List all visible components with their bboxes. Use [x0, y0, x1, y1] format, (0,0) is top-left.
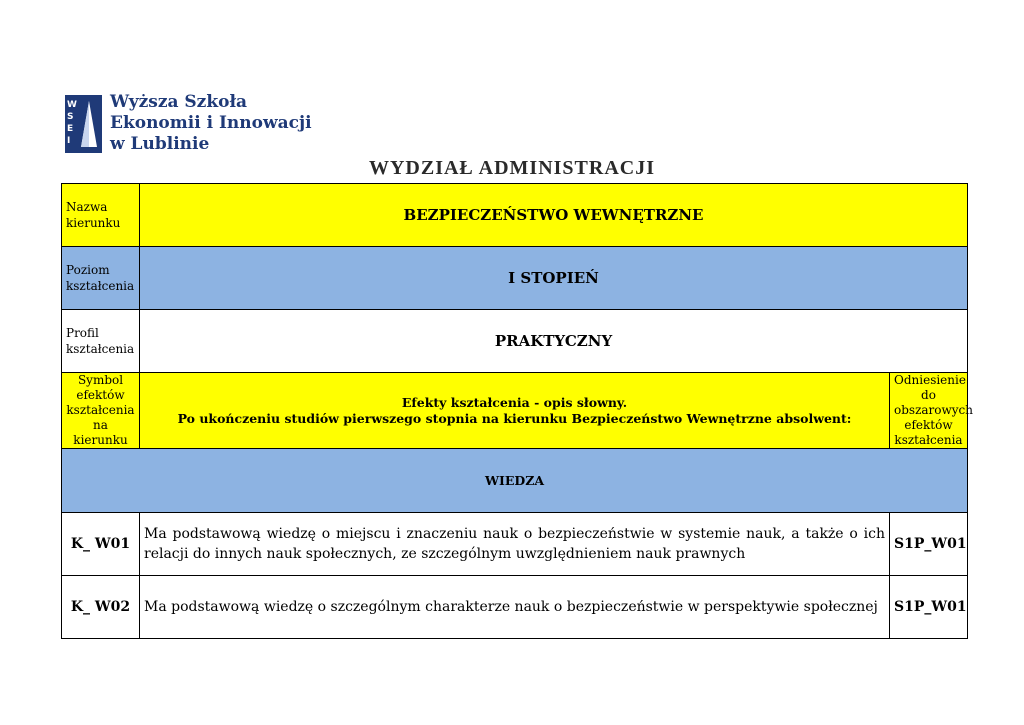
header-odniesienie: Odniesienie do obszarowych efektów kształcenia [890, 373, 968, 449]
school-logo [65, 92, 312, 157]
header-row [62, 373, 968, 449]
learning-outcomes-table [61, 183, 974, 639]
row-profil [62, 310, 968, 373]
logo-wordmark [110, 92, 312, 155]
logo-line: Ekonomii i Innowacji [110, 113, 312, 133]
value-poziom: I STOPIEŃ [140, 247, 968, 310]
header-symbol: Symbol efektów kształcenia na kierunku [62, 373, 140, 449]
value-kierunek: BEZPIECZEŃSTWO WEWNĘTRZNE [140, 184, 968, 247]
section-row [62, 449, 968, 513]
label-poziom: Poziom kształcenia [62, 247, 140, 310]
row-kierunek [62, 184, 968, 247]
effect-text: Ma podstawową wiedzę o szczególnym charakterze nauk o bezpieczeństwie w perspektywie społecznej [140, 576, 890, 639]
logo-line: Wyższa Szkoła [110, 92, 248, 112]
logo-letter: I [67, 136, 71, 146]
effect-ref: S1P_W01 [890, 513, 968, 576]
spire-icon [77, 99, 101, 151]
effect-row [62, 513, 968, 576]
header-desc-line2: Po ukończeniu studiów pierwszego stopnia na kierunku Bezpieczeństwo Wewnętrzne absolwent: [177, 410, 852, 426]
effect-text: Ma podstawową wiedzę o miejscu i znaczeniu nauk o bezpieczeństwie w systemie nauk, a także o ich relacji do innych nauk społecznych, ze szczególnym uwzględnieniem nauk prawnych [140, 513, 890, 576]
logo-letter: E [67, 124, 74, 134]
header-desc-line1: Efekty kształcenia - opis słowny. [401, 394, 628, 410]
label-profil: Profil kształcenia [62, 310, 140, 373]
faculty-title: WYDZIAŁ ADMINISTRACJI [368, 157, 656, 179]
logo-emblem [65, 95, 102, 153]
value-profil: PRAKTYCZNY [140, 310, 968, 373]
effect-code: K_ W02 [62, 576, 140, 639]
effect-ref: S1P_W01 [890, 576, 968, 639]
logo-letter: W [67, 100, 77, 110]
header-description [140, 373, 890, 449]
logo-letter: S [67, 112, 74, 122]
label-kierunek: Nazwa kierunku [62, 184, 140, 247]
section-wiedza: WIEDZA [62, 449, 968, 513]
logo-letters [67, 99, 77, 147]
effect-row [62, 576, 968, 639]
row-poziom [62, 247, 968, 310]
effect-code: K_ W01 [62, 513, 140, 576]
logo-line: w Lublinie [110, 134, 210, 154]
